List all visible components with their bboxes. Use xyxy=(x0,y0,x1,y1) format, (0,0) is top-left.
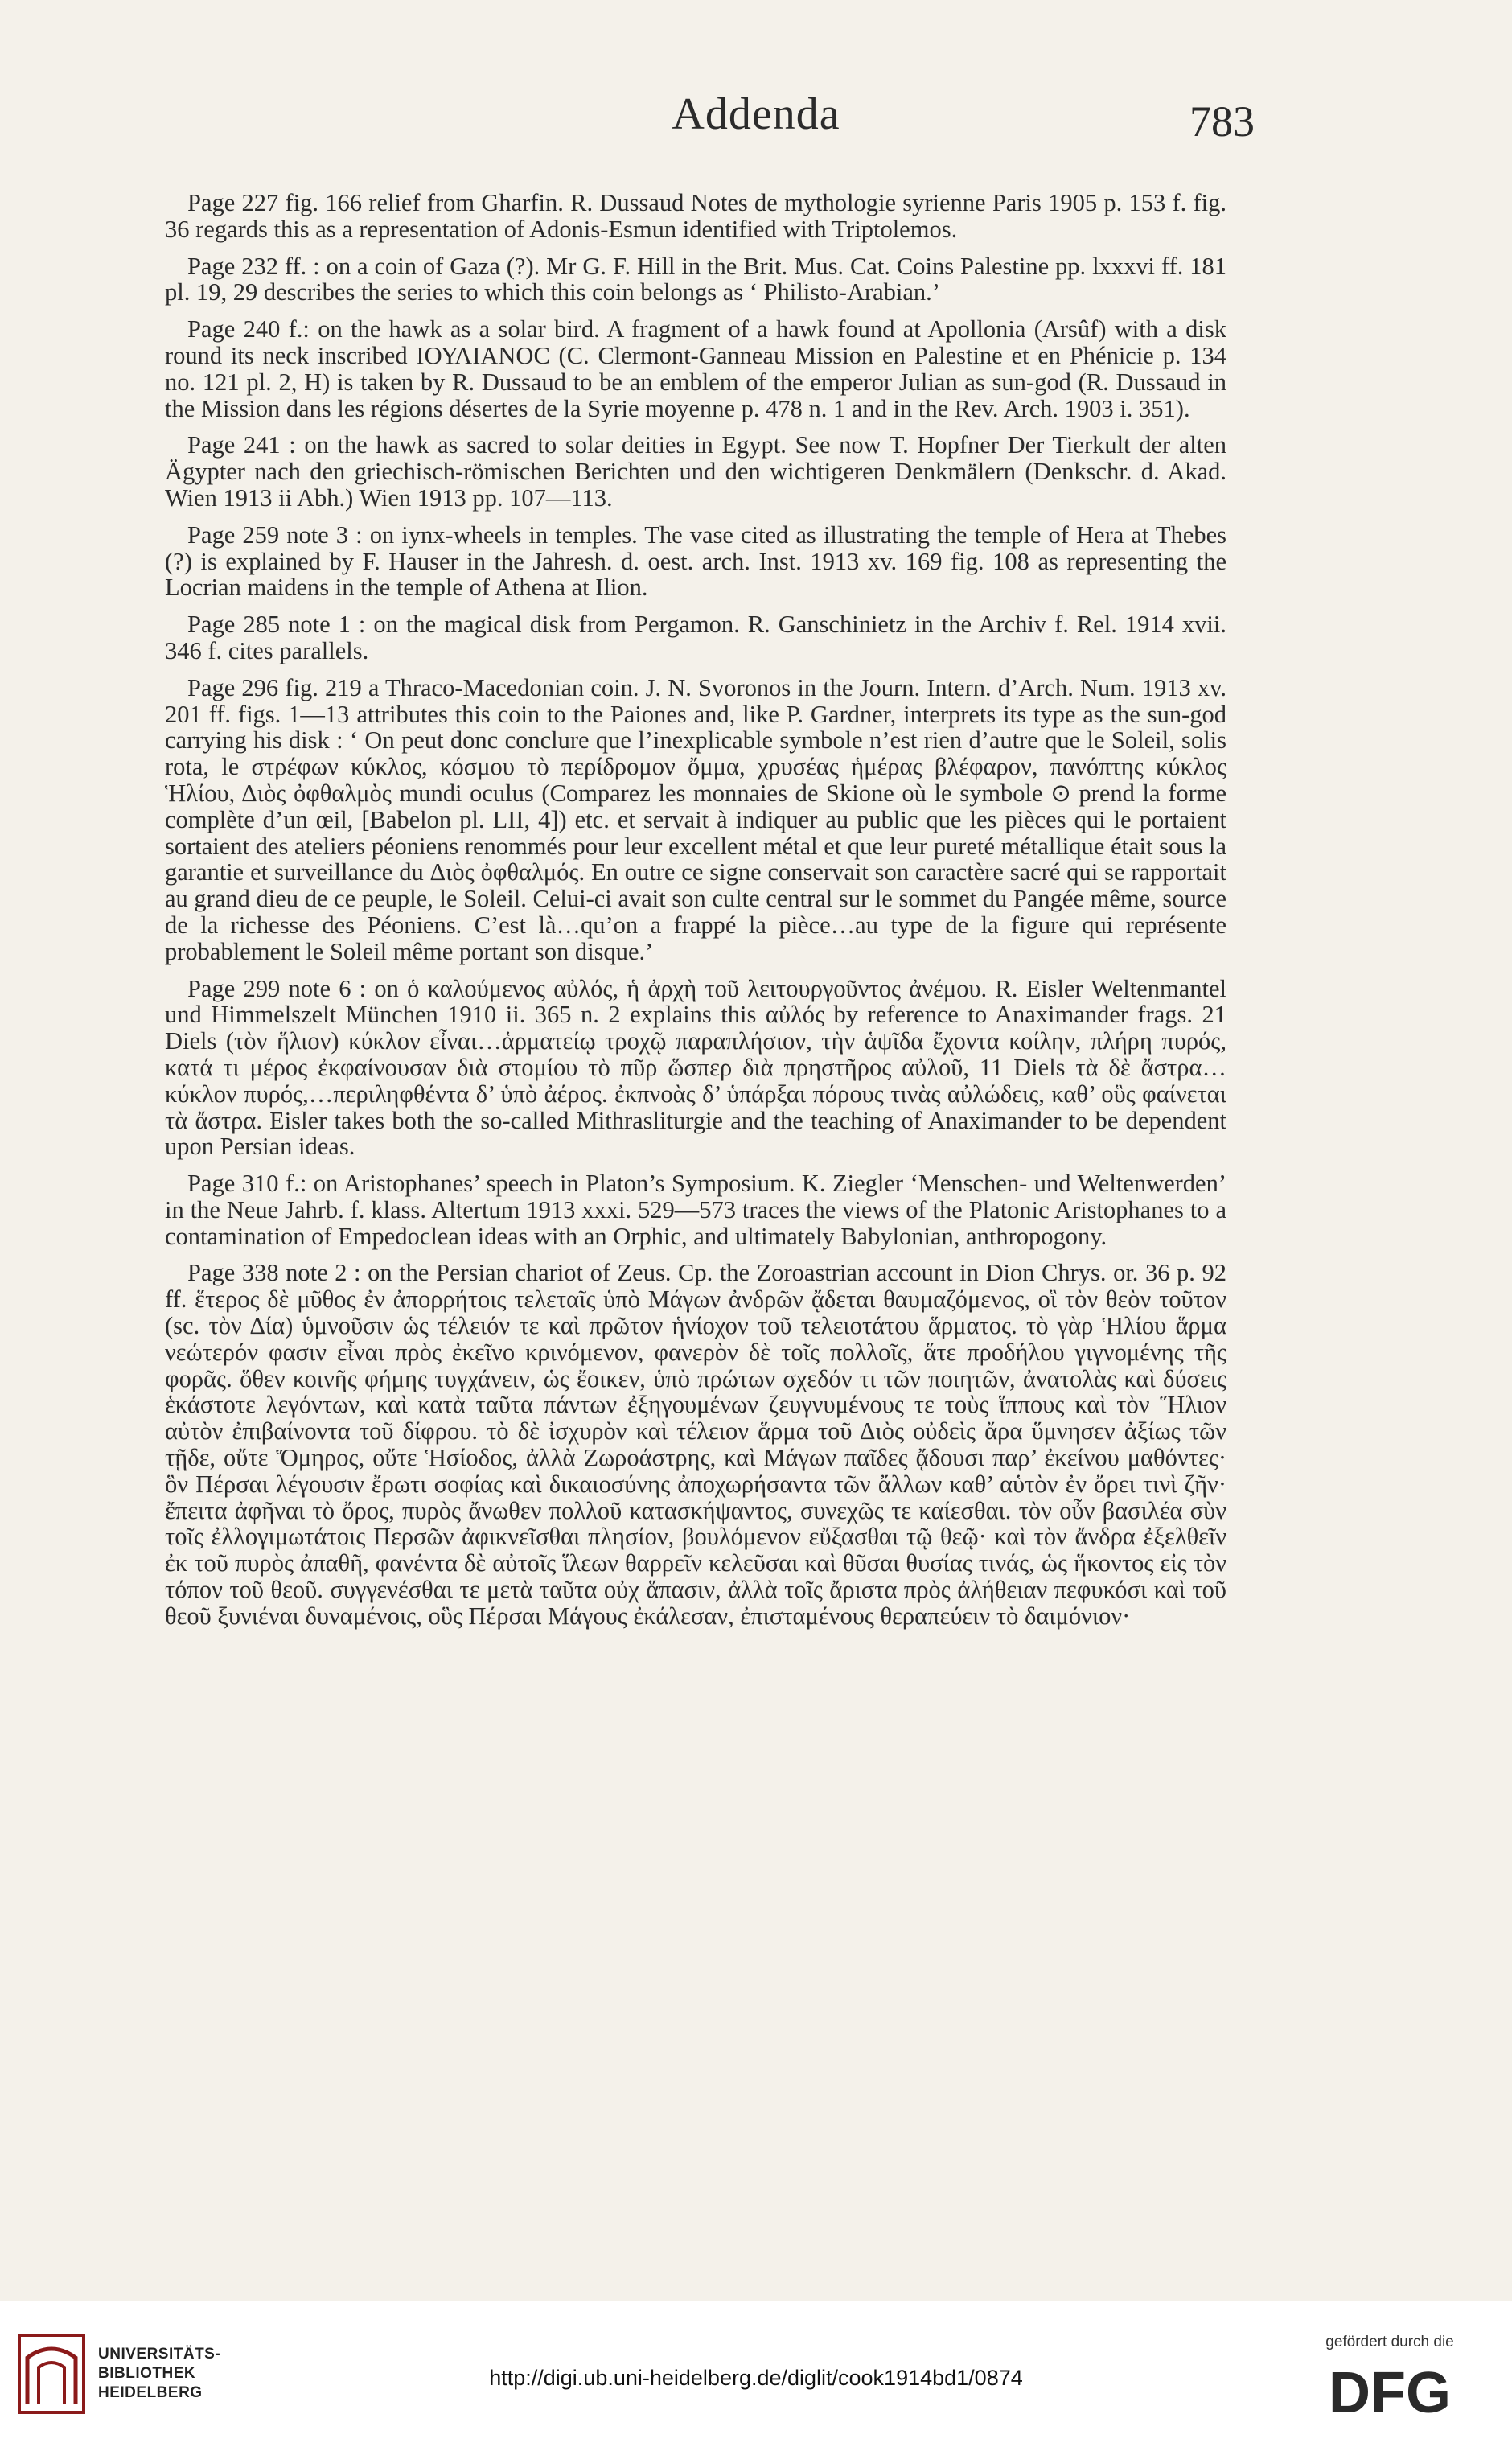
addendum-paragraph: Page 299 note 6 : on ὁ καλούμενος αὐλός, ἡ ἀρχὴ τοῦ λειτουργοῦντος ἀνέμου. R. Eisler Weltenmantel und Himmelszelt München 1910 ii. 365 n. 2 explains this αὐλός by reference to Anaximander frags. 21 Diels (τὸν ἥλιον) κύκλον εἶναι…ἁρματείῳ τροχῷ παραπλήσιον, τὴν ἁψῖδα ἔχοντα κοίλην, πλήρη πυρός, κατά τι μέρος ἐκφαίνουσαν διὰ στομίου τὸ πῦρ ὥσπερ διὰ πρηστῆρος αὐλοῦ, 11 Diels τὰ δὲ ἄστρα…κύκλον πυρός,…περιληφθέντα δ’ ὑπὸ ἀέρος. ἐκπνοὰς δ’ ὑπάρξαι πόρους τινὰς αὐλώδεις, καθ’ οὓς φαίνεται τὰ ἄστρα. Eisler takes both the so-called Mithrasliturgie and the teaching of Anaximander to be dependent upon Persian ideas. xyxy=(165,974,1226,1161)
dfg-logo[interactable] xyxy=(1293,2359,1486,2424)
addendum-paragraph: Page 338 note 2 : on the Persian chariot of Zeus. Cp. the Zoroastrian account in Dion Chrys. or. 36 p. 92 ff. ἕτερος δὲ μῦθος ἐν ἀπορρήτοις τελεταῖς ὑπὸ Μάγων ἀνδρῶν ᾄδεται θαυμαζόμενος, οἳ τὸν θεὸν τοῦτον (sc. τὸν Δία) ὑμνοῦσιν ὡς τέλειόν τε καὶ πρῶτον ἡνίοχον τοῦ τελειοτάτου ἅρματος. τὸ γὰρ Ἡλίου ἅρμα νεώτερόν φασιν εἶναι πρὸς ἐκεῖνο κρινόμενον, φανερὸν δὲ τοῖς πολλοῖς, ἅτε προδήλου γιγνομένης τῆς φορᾶς. ὅθεν κοινῆς φήμης τυγχάνειν, ὡς ἔοικεν, ὑπὸ πρώτων σχεδόν τι τῶν ποιητῶν, ἀνατολὰς καὶ δύσεις ἑκάστοτε λεγόντων, καὶ κατὰ ταῦτα πάντων ἐξηγουμένων ζευγνυμένους τε τοὺς ἵππους καὶ τὸν Ἥλιον αὐτὸν ἐπιβαίνοντα τοῦ δίφρου. τὸ δὲ ἰσχυρὸν καὶ τέλειον ἅρμα τοῦ Διὸς οὐδεὶς ἄρα ὕμνησεν ἀξίως τῶν τῇδε, οὔτε Ὅμηρος, οὔτε Ἡσίοδος, ἀλλὰ Ζωροάστρης, καὶ Μάγων παῖδες ᾄδουσι παρ’ ἐκείνου μαθόντες· ὃν Πέρσαι λέγουσιν ἔρωτι σοφίας καὶ δικαιοσύνης ἀποχωρήσαντα τῶν ἄλλων καθ’ αὑτὸν ἐν ὄρει τινὶ ζῆν· ἔπειτα ἀφῆναι τὸ ὄρος, πυρὸς ἄνωθεν πολλοῦ κατασκήψαντος, συνεχῶς τε καίεσθαι. τὸν οὖν βασιλέα σὺν τοῖς ἐλλογιμωτάτοις Περσῶν ἀφικνεῖσθαι πλησίον, βουλόμενον εὔξασθαι τῷ θεῷ· καὶ τὸν ἄνδρα ἐξελθεῖν ἐκ τοῦ πυρὸς ἀπαθῆ, φανέντα δὲ αὐτοῖς ἵλεων θαρρεῖν κελεῦσαι καὶ θῦσαι θυσίας τινάς, ὡς ἥκοντος εἰς τὸν τόπον τοῦ θεοῦ. συγγενέσθαι τε μετὰ ταῦτα οὐχ ἅπασιν, ἀλλὰ τοῖς ἄριστα πρὸς ἀλήθειαν πεφυκόσι καὶ τοῦ θεοῦ ξυνιέναι δυναμένοις, οὓς Πέρσαι Μάγους ἐκάλεσαν, ἐπισταμένους θεραπεύειν τὸ δαιμόνιον· xyxy=(165,1259,1226,1630)
permalink-url[interactable]: http://digi.ub.uni-heidelberg.de/diglit/cook1914bd1/0874 xyxy=(489,2366,1023,2390)
page-body xyxy=(165,190,1226,1640)
addendum-paragraph: Page 227 fig. 166 relief from Gharfin. R. Dussaud Notes de mythologie syrienne Paris 1905 p. 153 f. fig. 36 regards this as a representation of Adonis-Esmun identified with Triptolemos. xyxy=(165,189,1226,243)
dfg-logo-text: DFG xyxy=(1329,2361,1451,2424)
viewer-footer xyxy=(0,2301,1512,2447)
running-title: Addenda xyxy=(672,89,840,139)
addendum-paragraph: Page 232 ff. : on a coin of Gaza (?). Mr G. F. Hill in the Brit. Mus. Cat. Coins Palestine pp. lxxxvi ff. 181 pl. 19, 29 describes the series to which this coin belongs as ‘ Philisto-Arabian.’ xyxy=(165,252,1226,306)
addendum-paragraph: Page 296 fig. 219 a Thraco-Macedonian coin. J. N. Svoronos in the Journ. Intern. d’Arch. Num. 1913 xv. 201 ff. figs. 1—13 attributes this coin to the Paiones and, like P. Gardner, interprets its type as the sun-god carrying his disk : ‘ On peut donc conclure que l’inexplicable symbole n’est rien d’autre que le Soleil, solis rota, le στρέφων κύκλος, κόσμου τὸ περίδρομον ὄμμα, χρυσέας ἡμέρας βλέφαρον, πανόπτης κύκλος Ἡλίου, Διὸς ὀφθαλμὸς mundi oculus (Comparez les monnaies de Skione où le symbole ⊙ prend la forme complète d’un œil, [Babelon pl. LII, 4]) etc. et servait à indiquer au public que les pièces qui le portaient sortaient des ateliers péoniens renommés pour leur excellent métal et que leur pureté métallique était sous la garantie et surveillance du Διὸς ὀφθαλμός. En outre ce signe conservait son caractère sacré qui se rapportait au grand dieu de ce peuple, le Soleil. Celui-ci avait son culte central sur le sommet du Pangée même, source de la richesse des Péoniens. C’est là…qu’on a frappé la pièce…au type de la figure qui représente probablement le Soleil même portant son disque.’ xyxy=(165,673,1226,965)
library-line: BIBLIOTHEK xyxy=(98,2365,196,2382)
library-line: HEIDELBERG xyxy=(98,2384,203,2401)
addendum-paragraph: Page 259 note 3 : on iynx-wheels in temples. The vase cited as illustrating the temple of Hera at Thebes (?) is explained by F. Hauser in the Jahresh. d. oest. arch. Inst. 1913 xv. 169 fig. 108 as representing the Locrian maidens in the temple of Athena at Ilion. xyxy=(165,520,1226,602)
addendum-paragraph: Page 241 : on the hawk as sacred to solar deities in Egypt. See now T. Hopfner Der Tierkult der alten Ägypter nach den griechisch-römischen Berichten und den wichtigeren Denkmälern (Denkschr. d. Akad. Wien 1913 ii Abh.) Wien 1913 pp. 107—113. xyxy=(165,431,1226,512)
page-number: 783 xyxy=(1189,97,1255,146)
addendum-paragraph: Page 285 note 1 : on the magical disk from Pergamon. R. Ganschinietz in the Archiv f. Rel. 1914 xvii. 346 f. cites parallels. xyxy=(165,611,1226,664)
library-line: UNIVERSITÄTS- xyxy=(98,2346,221,2363)
page-header xyxy=(0,80,1512,169)
addendum-paragraph: Page 310 f.: on Aristophanes’ speech in Platon’s Symposium. K. Ziegler ‘Menschen- und Weltenwerden’ in the Neue Jahrb. f. klass. Altertum 1913 xxxi. 529—573 traces the views of the Platonic Aristophanes to a contamination of Empedoclean ideas with an Orphic, and ultimately Babylonian, anthropogony. xyxy=(165,1170,1226,1250)
funding-note: gefördert durch die xyxy=(1325,2334,1454,2350)
addendum-paragraph: Page 240 f.: on the hawk as a solar bird. A fragment of a hawk found at Apollonia (Arsûf) with a disk round its neck inscribed ΙΟΥΛΙΑΝΟC (C. Clermont-Ganneau Mission en Palestine et en Phénicie p. 134 no. 121 pl. 2, H) is taken by R. Dussaud to be an emblem of the emperor Julian as sun-god (R. Dussaud in the Mission dans les régions désertes de la Syrie moyenne p. 478 n. 1 and in the Rev. Arch. 1903 i. 351). xyxy=(165,315,1226,422)
